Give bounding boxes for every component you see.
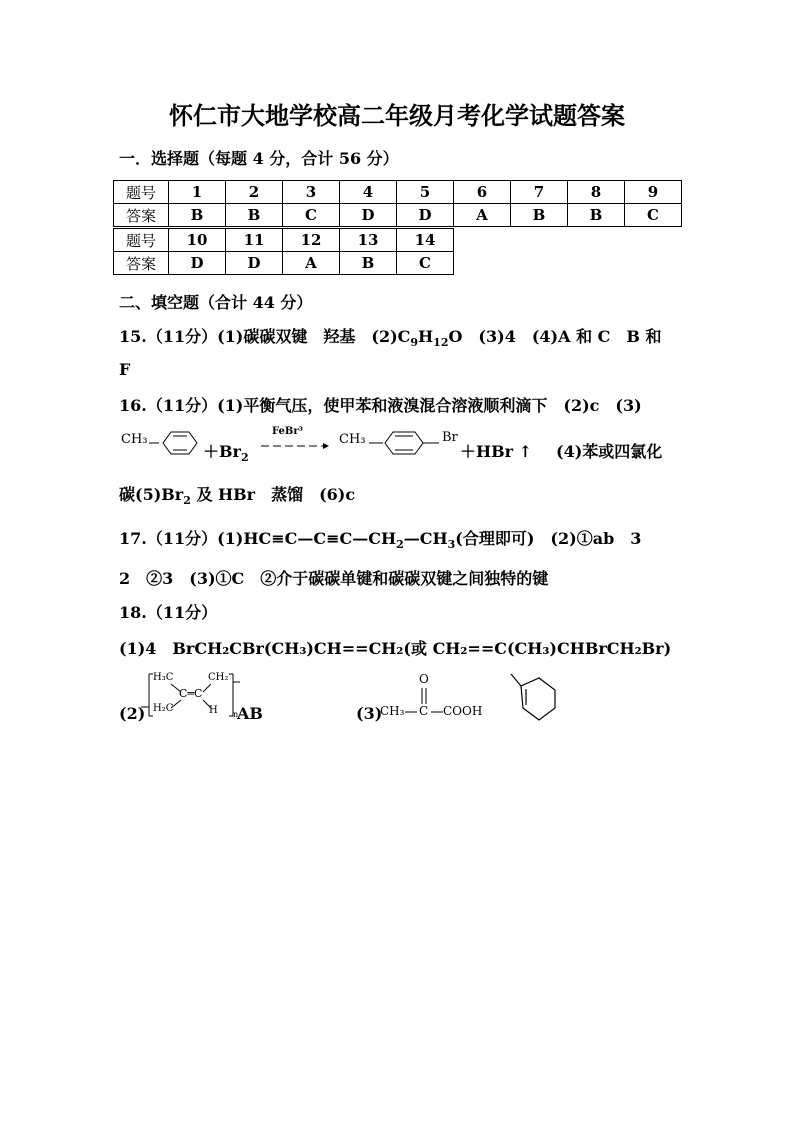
reaction-arrow-icon bbox=[261, 440, 331, 452]
methylcyclohexene-icon bbox=[507, 672, 565, 724]
h3c-label: H₃C bbox=[153, 672, 174, 683]
q18-line-1: (1)4 BrCH₂CBr(CH₃)CH==CH₂(或 CH₂==C(CH₃)CHBrCH₂Br) bbox=[119, 639, 672, 658]
q16-text: 及 HBr 蒸馏 (6)c bbox=[190, 485, 356, 504]
pyruvic-bonds-icon bbox=[403, 686, 447, 726]
q17-line-2: 2 ②3 (3)①C ②介于碳碳单键和碳碳双键之间独特的键 bbox=[119, 569, 549, 588]
table-cell: 3 bbox=[283, 181, 340, 204]
ch2-label: CH₂ bbox=[208, 672, 229, 683]
product-ch3: CH₃ bbox=[339, 432, 366, 447]
table-row bbox=[114, 204, 682, 227]
q17-text: —CH bbox=[403, 529, 448, 548]
table-cell: 10 bbox=[169, 229, 226, 252]
acid-o: O bbox=[419, 672, 429, 686]
table-cell: 11 bbox=[226, 229, 283, 252]
subscript: 3 bbox=[447, 538, 456, 552]
h-label: H bbox=[209, 705, 218, 716]
table-cell: C bbox=[283, 204, 340, 227]
q18-structures bbox=[119, 670, 679, 725]
table-row bbox=[114, 229, 454, 252]
q15-line-1 bbox=[119, 324, 662, 349]
table-cell: 9 bbox=[625, 181, 682, 204]
row-header: 题号 bbox=[114, 181, 169, 204]
table-cell: C bbox=[625, 204, 682, 227]
table-cell: 13 bbox=[340, 229, 397, 252]
table-cell: B bbox=[511, 204, 568, 227]
q15-line-2: F bbox=[119, 360, 131, 379]
row-header: 答案 bbox=[114, 204, 169, 227]
table-cell: 1 bbox=[169, 181, 226, 204]
table-cell: D bbox=[340, 204, 397, 227]
table-cell: D bbox=[226, 252, 283, 275]
double-bond-label: C═C bbox=[179, 687, 203, 700]
subscript: 2 bbox=[396, 538, 404, 552]
q15-text: O bbox=[448, 327, 463, 346]
n-subscript: n bbox=[233, 710, 239, 719]
q15-text: 15.（11分）(1)碳碳双键 羟基 (2)C bbox=[119, 327, 411, 346]
acid-cooh: COOH bbox=[443, 704, 483, 718]
q15-text: (3)4 (4)A 和 C B 和 bbox=[462, 327, 662, 346]
subscript: 12 bbox=[433, 336, 449, 350]
table-cell: A bbox=[454, 204, 511, 227]
q16-line-1: 16.（11分）(1)平衡气压，使甲苯和液溴混合溶液顺利滴下 (2)c (3) bbox=[119, 396, 642, 415]
table-cell: B bbox=[226, 204, 283, 227]
acid-ch3: CH₃ bbox=[380, 704, 405, 718]
benzene-ring-icon bbox=[149, 428, 209, 458]
table-row bbox=[114, 181, 682, 204]
table-cell: D bbox=[397, 204, 454, 227]
h2c-label: H₂C bbox=[153, 703, 174, 714]
q18-part3-label: (3) bbox=[356, 704, 383, 723]
subscript: 9 bbox=[410, 336, 419, 350]
q16-line-3 bbox=[119, 482, 355, 507]
table-cell: C bbox=[397, 252, 454, 275]
subscript: 2 bbox=[183, 494, 191, 508]
table-cell: 12 bbox=[283, 229, 340, 252]
page-title: 怀仁市大地学校高二年级月考化学试题答案 bbox=[169, 102, 625, 130]
answer-table-2 bbox=[113, 228, 454, 275]
q18-part2-label: (2) bbox=[119, 704, 146, 723]
table-cell: 6 bbox=[454, 181, 511, 204]
q16-text: ＋Br bbox=[203, 442, 241, 461]
table-cell: 4 bbox=[340, 181, 397, 204]
toluene-ch3: CH₃ bbox=[121, 432, 148, 447]
table-row bbox=[114, 252, 454, 275]
q15-text: H bbox=[418, 327, 434, 346]
table-cell: 14 bbox=[397, 229, 454, 252]
q18-heading: 18.（11分） bbox=[119, 603, 218, 622]
product-br: Br bbox=[442, 430, 458, 445]
section-fill-heading: 二、填空题（合计 44 分） bbox=[119, 293, 313, 312]
q17-line-1 bbox=[119, 526, 641, 551]
table-cell: 7 bbox=[511, 181, 568, 204]
answer-table bbox=[113, 180, 682, 227]
q16-text bbox=[203, 439, 249, 464]
section-choice-heading: 一．选择题（每题 4 分，合计 56 分） bbox=[119, 149, 399, 168]
table-cell: 5 bbox=[397, 181, 454, 204]
q16-hbr: ＋HBr ↑ bbox=[460, 442, 533, 461]
q16-reaction bbox=[119, 424, 679, 464]
q17-text: 17.（11分）(1)HC≡C—C≡C—CH bbox=[119, 529, 397, 548]
row-header: 答案 bbox=[114, 252, 169, 275]
table-cell: 8 bbox=[568, 181, 625, 204]
catalyst-label: FeBr³ bbox=[272, 426, 304, 437]
q17-text: (合理即可) (2)①ab 3 bbox=[455, 529, 642, 548]
subscript: 2 bbox=[240, 451, 249, 465]
q18-answer-ab: AB bbox=[237, 704, 263, 723]
table-cell: B bbox=[340, 252, 397, 275]
row-header: 题号 bbox=[114, 229, 169, 252]
table-cell: 2 bbox=[226, 181, 283, 204]
q16-text: (4)苯或四氯化 bbox=[556, 442, 663, 461]
table-cell: B bbox=[568, 204, 625, 227]
acid-c: C bbox=[419, 704, 429, 718]
table-cell: B bbox=[169, 204, 226, 227]
q16-text: 碳(5)Br bbox=[119, 485, 184, 504]
table-cell: D bbox=[169, 252, 226, 275]
table-cell: A bbox=[283, 252, 340, 275]
